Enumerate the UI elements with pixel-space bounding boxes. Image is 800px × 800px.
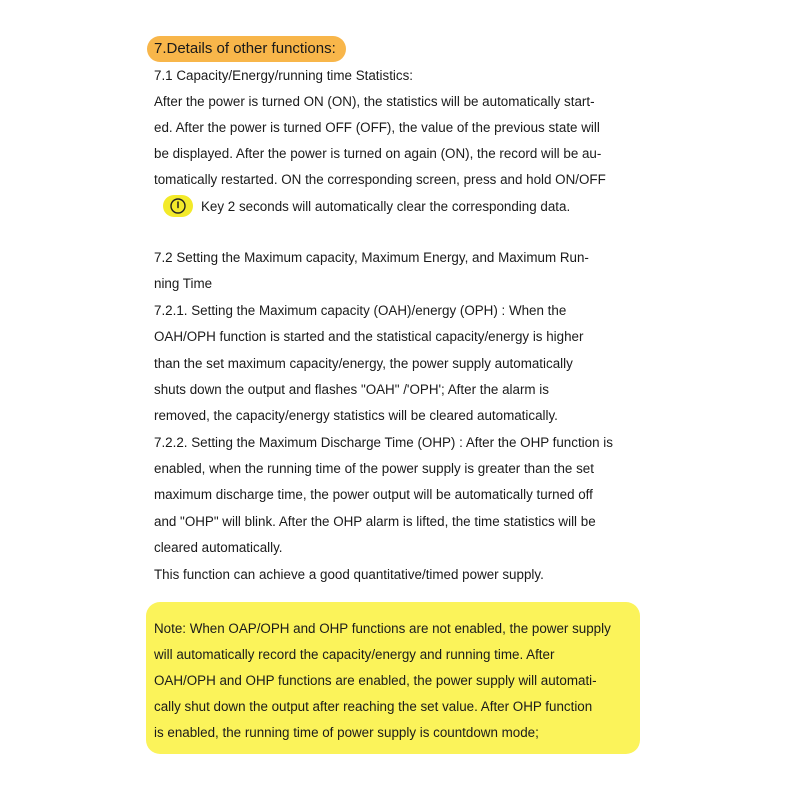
stats-line: be displayed. After the power is turned on again (ON), the record will be au- [154, 146, 602, 161]
capacity-line: shuts down the output and flashes "OAH" /'OPH'; After the alarm is [154, 382, 549, 397]
note-line: is enabled, the running time of power supply is countdown mode; [154, 725, 539, 740]
max-settings-heading: ning Time [154, 276, 213, 291]
note-line: Note: When OAP/OPH and OHP functions are not enabled, the power supply [154, 621, 611, 636]
capacity-line: 7.2.1. Setting the Maximum capacity (OAH)/energy (OPH) : When the [154, 303, 567, 318]
stats-line: ed. After the power is turned OFF (OFF), the value of the previous state will [154, 120, 600, 135]
summary-line: This function can achieve a good quantitative/timed power supply. [154, 567, 544, 582]
note-line: will automatically record the capacity/energy and running time. After [154, 647, 555, 662]
note-line: cally shut down the output after reaching the set value. After OHP function [154, 699, 593, 714]
discharge-line: enabled, when the running time of the power supply is greater than the set [154, 461, 594, 476]
max-settings-heading: 7.2 Setting the Maximum capacity, Maximum Energy, and Maximum Run- [154, 250, 589, 265]
capacity-line: than the set maximum capacity/energy, the power supply automatically [154, 356, 573, 371]
stats-line: After the power is turned ON (ON), the statistics will be automatically start- [154, 94, 595, 109]
stats-line: Key 2 seconds will automatically clear the corresponding data. [201, 199, 571, 214]
stats-line: tomatically restarted. ON the corresponding screen, press and hold ON/OFF [154, 172, 606, 187]
capacity-line: removed, the capacity/energy statistics will be cleared automatically. [154, 408, 558, 423]
discharge-line: and "OHP" will blink. After the OHP alarm is lifted, the time statistics will be [154, 514, 596, 529]
note-line: OAH/OPH and OHP functions are enabled, the power supply will automati- [154, 673, 597, 688]
discharge-line: cleared automatically. [154, 540, 283, 555]
stats-heading: 7.1 Capacity/Energy/running time Statistics: [154, 68, 414, 83]
discharge-line: maximum discharge time, the power output will be automatically turned off [154, 487, 593, 502]
section-title: 7.Details of other functions: [147, 36, 346, 62]
capacity-line: OAH/OPH function is started and the statistical capacity/energy is higher [154, 329, 584, 344]
power-button-icon [163, 195, 193, 217]
discharge-line: 7.2.2. Setting the Maximum Discharge Time (OHP) : After the OHP function is [154, 435, 613, 450]
